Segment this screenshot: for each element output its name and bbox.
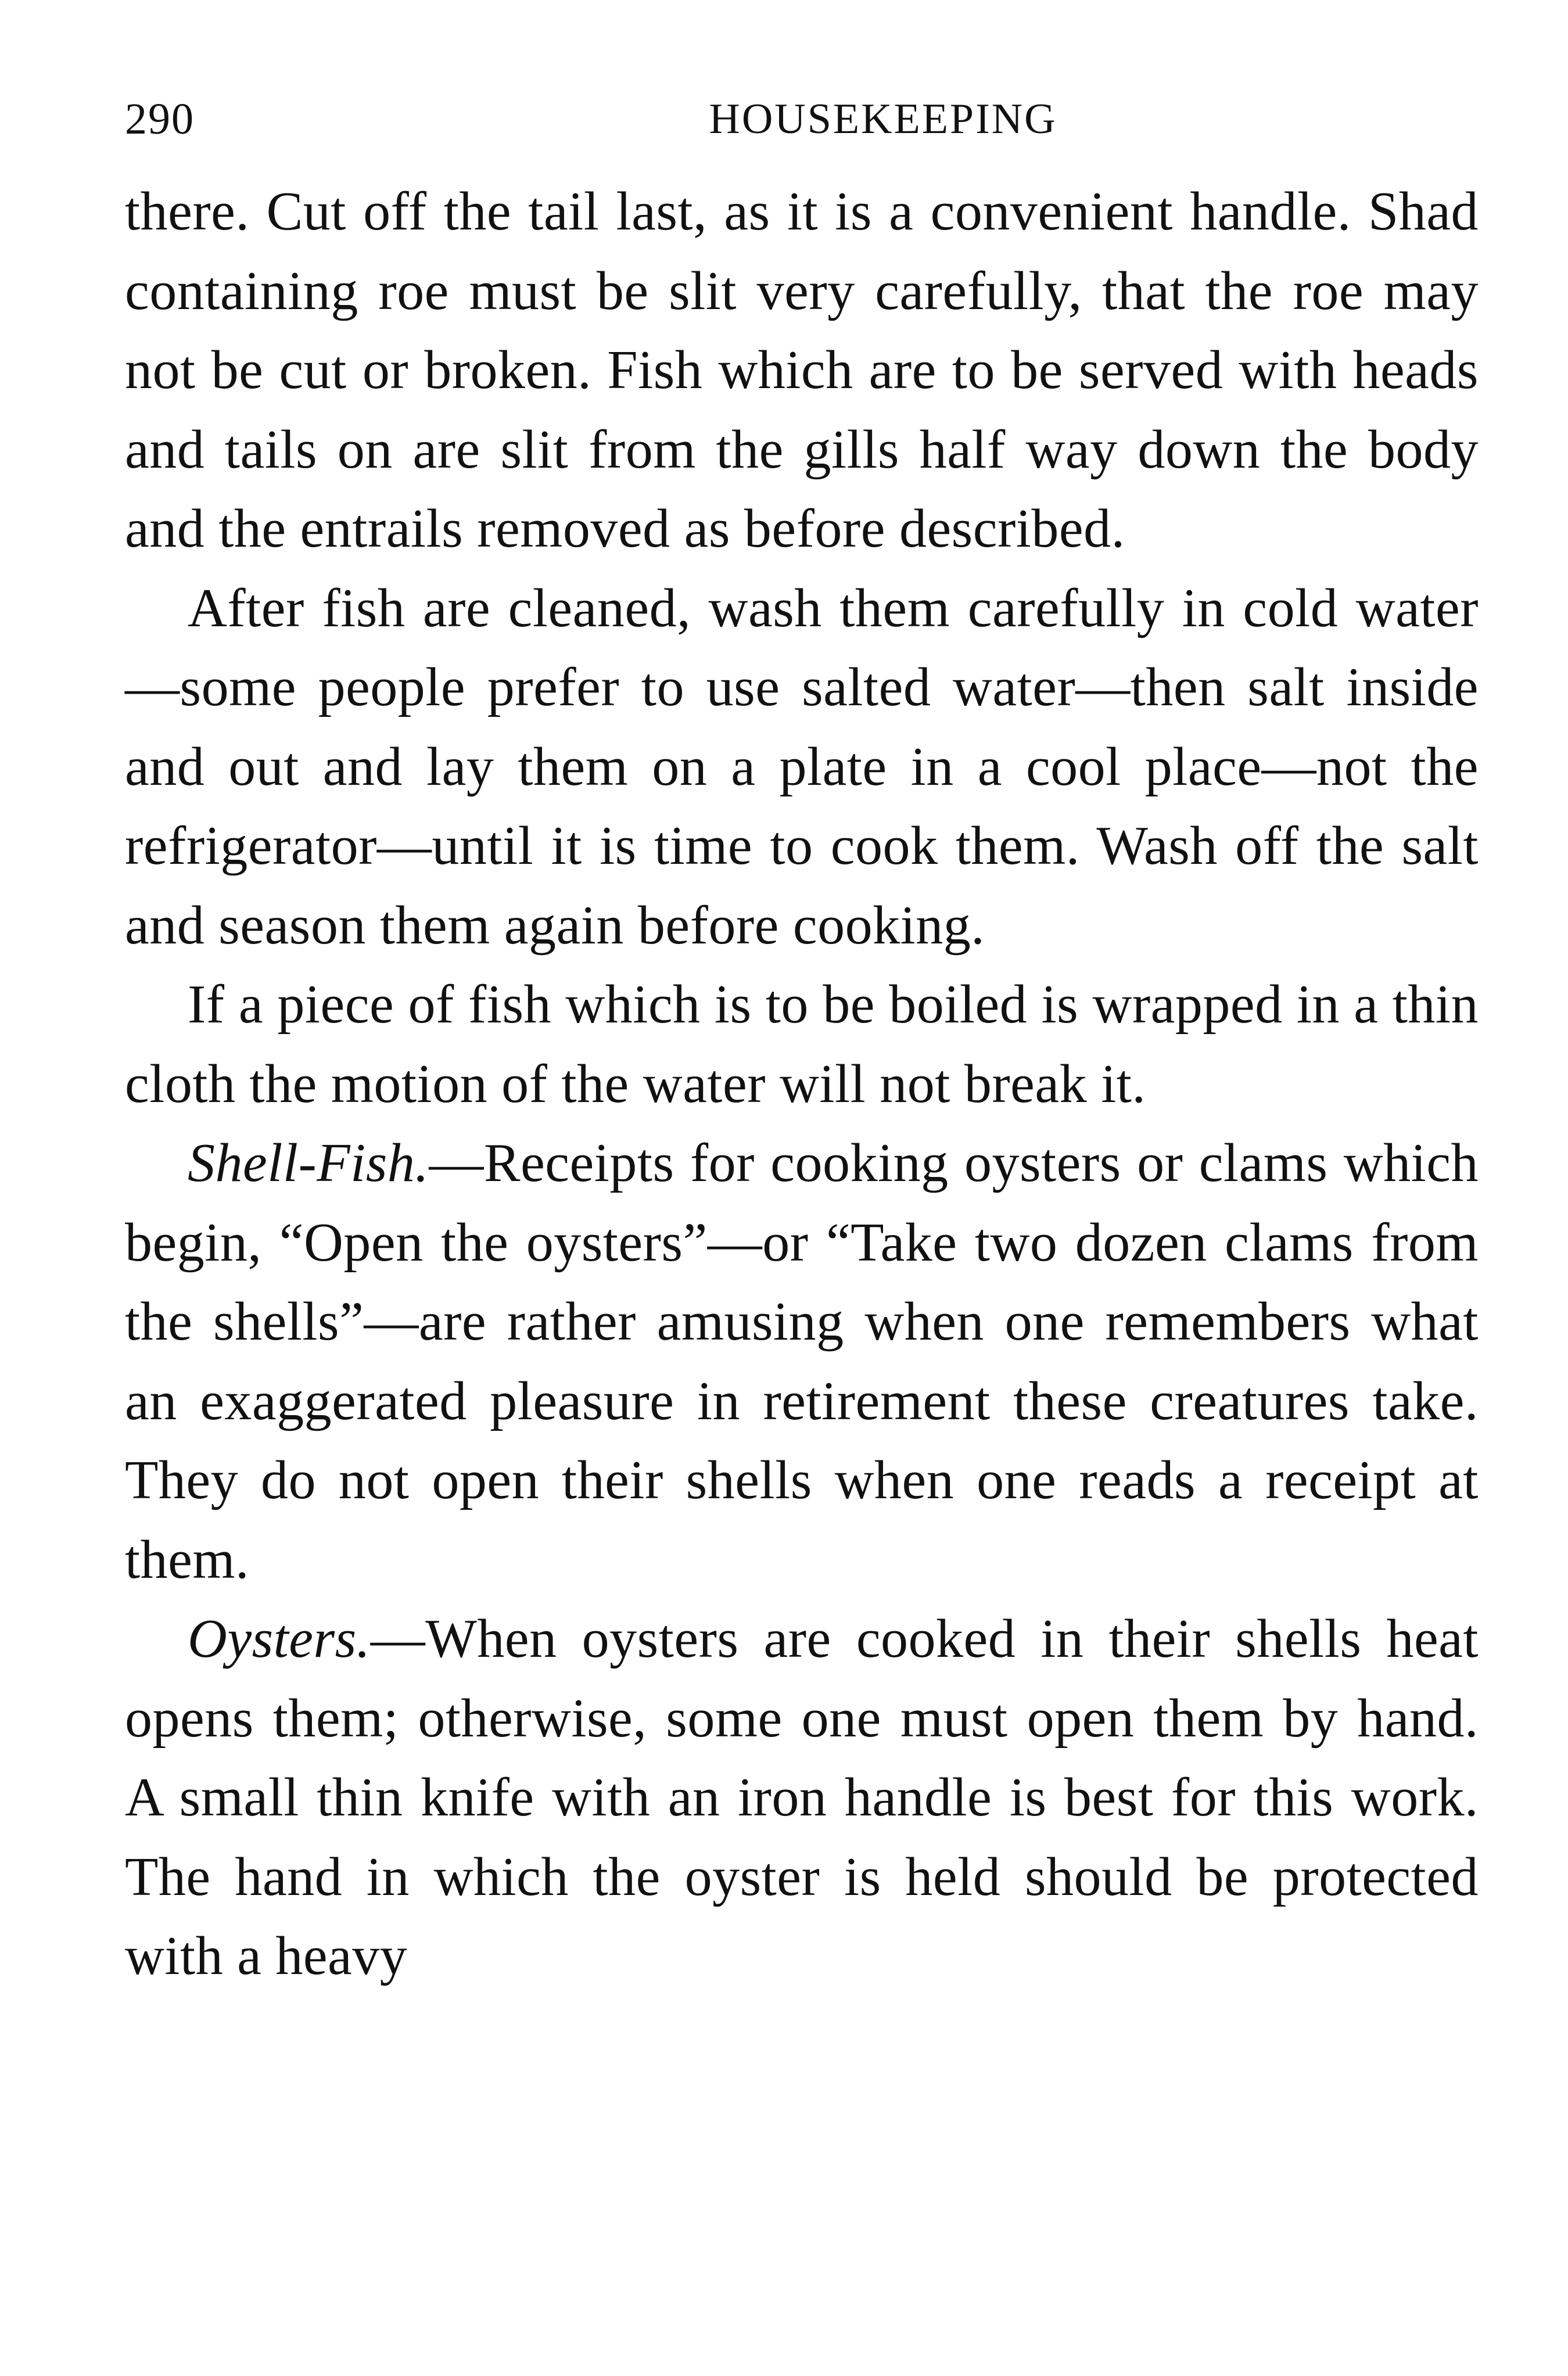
run-in-heading: Shell-Fish. bbox=[188, 1133, 429, 1193]
paragraph-oysters bbox=[125, 1599, 1479, 1996]
page-header bbox=[125, 87, 1479, 151]
paragraph-shell-fish bbox=[125, 1124, 1479, 1599]
paragraph-boiled-fish bbox=[125, 965, 1479, 1124]
paragraph-fish-cleaning bbox=[125, 172, 1479, 569]
paragraph-text: If a piece of fish which is to be boiled is wrapped in a thin cloth the motion of the water will not break it. bbox=[125, 974, 1479, 1114]
paragraph-text: there. Cut off the tail last, as it is a convenient handle. Shad containing roe must be slit very carefully, that the roe may not be cut or broken. Fish which are to be served with heads and tails on are slit from the gills half way down the body and the entrails removed as before described. bbox=[125, 181, 1479, 559]
paragraph-text: —Receipts for cooking oysters or clams which begin, “Open the oysters”—or “Take two dozen clams from the shells”—are rather amusing when one remembers what an exaggerated pleasure in retirement these creatures take. They do not open their shells when one reads a receipt at them. bbox=[125, 1133, 1479, 1590]
run-in-heading: Oysters. bbox=[188, 1609, 371, 1669]
body-text bbox=[125, 172, 1479, 1996]
paragraph-text: After fish are cleaned, wash them carefully in cold water—some people prefer to use salted water—then salt inside and out and lay them on a plate in a cool place—not the refrigerator—until it is time to cook them. Wash off the salt and season them again before cooking. bbox=[125, 577, 1479, 956]
running-head: HOUSEKEEPING bbox=[709, 95, 1057, 143]
page-number: 290 bbox=[125, 95, 195, 143]
paragraph-washing-fish bbox=[125, 569, 1479, 966]
paragraph-text: —When oysters are cooked in their shells heat opens them; otherwise, some one must open them by hand. A small thin knife with an iron handle is best for this work. The hand in which the oyster is held should be protected with a heavy bbox=[125, 1609, 1479, 1986]
